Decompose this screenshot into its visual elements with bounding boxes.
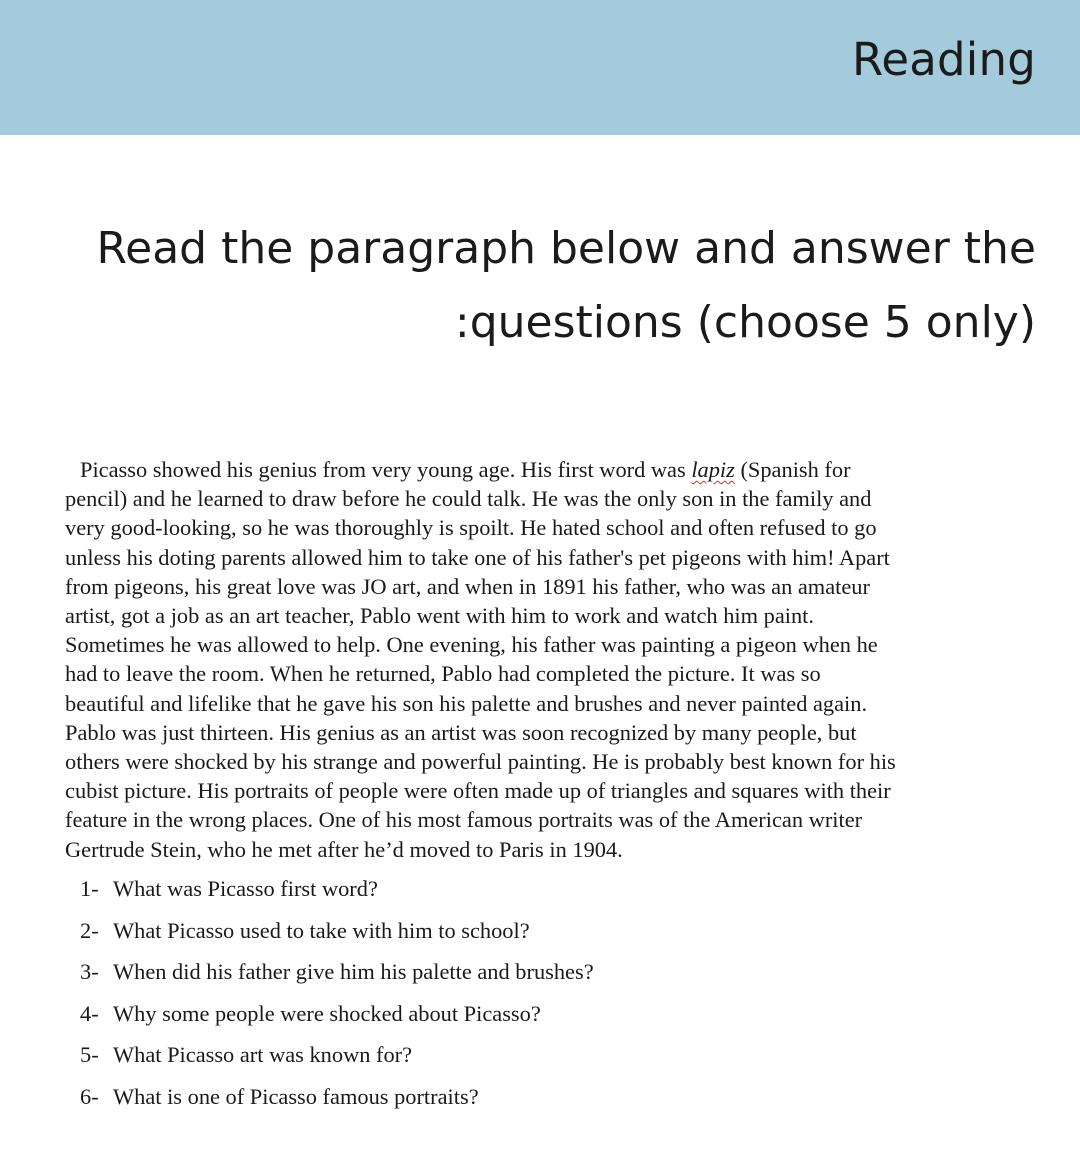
question-number: 2- [80,917,99,943]
passage-line: feature in the wrong places. One of his most famous portraits was of the American writer [65,807,863,833]
passage-line [65,455,1025,484]
question-text: What Picasso art was known for? [113,1042,413,1067]
passage-line: from pigeons, his great love was JO art, and when in 1891 his father, who was an amateur [65,573,870,599]
passage-line: beautiful and lifelike that he gave his son his palette and brushes and never painted again. [65,690,868,716]
instruction-text [40,212,1036,360]
passage-line: artist, got a job as an art teacher, Pablo went with him to work and watch him paint. [65,603,815,629]
question-item [80,874,594,916]
question-text: What is one of Picasso famous portraits? [113,1083,479,1109]
question-number: 5- [80,1042,99,1067]
question-number: 3- [80,959,99,984]
page-title: Reading [851,33,1036,86]
question-item [80,957,594,999]
instruction-line-2: :questions (choose 5 only) [454,297,1036,348]
passage-line: Gertrude Stein, who he met after he’d moved to Paris in 1904. [65,836,623,862]
question-text: What was Picasso first word? [113,876,378,901]
question-number: 4- [80,1000,99,1026]
question-item [80,916,594,958]
passage-line: Sometimes he was allowed to help. One evening, his father was painting a pigeon when he [65,632,878,658]
question-list [80,874,594,1123]
question-text: Why some people were shocked about Picasso? [113,1000,541,1026]
question-number: 1- [80,876,99,901]
question-item [80,999,594,1041]
question-number: 6- [80,1083,99,1109]
question-item [80,1040,594,1082]
passage-line: unless his doting parents allowed him to take one of his father's pet pigeons with him! Apart [65,544,890,570]
question-item [80,1082,594,1124]
header-bar [0,0,1080,135]
passage-line: Pablo was just thirteen. His genius as an artist was soon recognized by many people, but [65,719,857,745]
question-text: What Picasso used to take with him to school? [113,917,530,943]
spellcheck-word: lapiz [691,457,735,482]
passage-text: Picasso showed his genius from very young age. His first word was [80,457,692,482]
instruction-line-1: Read the paragraph below and answer the [96,223,1036,274]
passage-line: had to leave the room. When he returned, Pablo had completed the picture. It was so [65,661,821,687]
passage-line: very good-looking, so he was thoroughly is spoilt. He hated school and often refused to go [65,515,877,541]
question-text: When did his father give him his palette and brushes? [113,959,594,984]
passage-line: pencil) and he learned to draw before he could talk. He was the only son in the family and [65,486,872,512]
reading-passage [65,455,1025,864]
passage-line: others were shocked by his strange and powerful painting. He is probably best known for his [65,749,896,775]
passage-line: cubist picture. His portraits of people were often made up of triangles and squares with their [65,778,891,804]
passage-text: (Spanish for [734,457,851,482]
